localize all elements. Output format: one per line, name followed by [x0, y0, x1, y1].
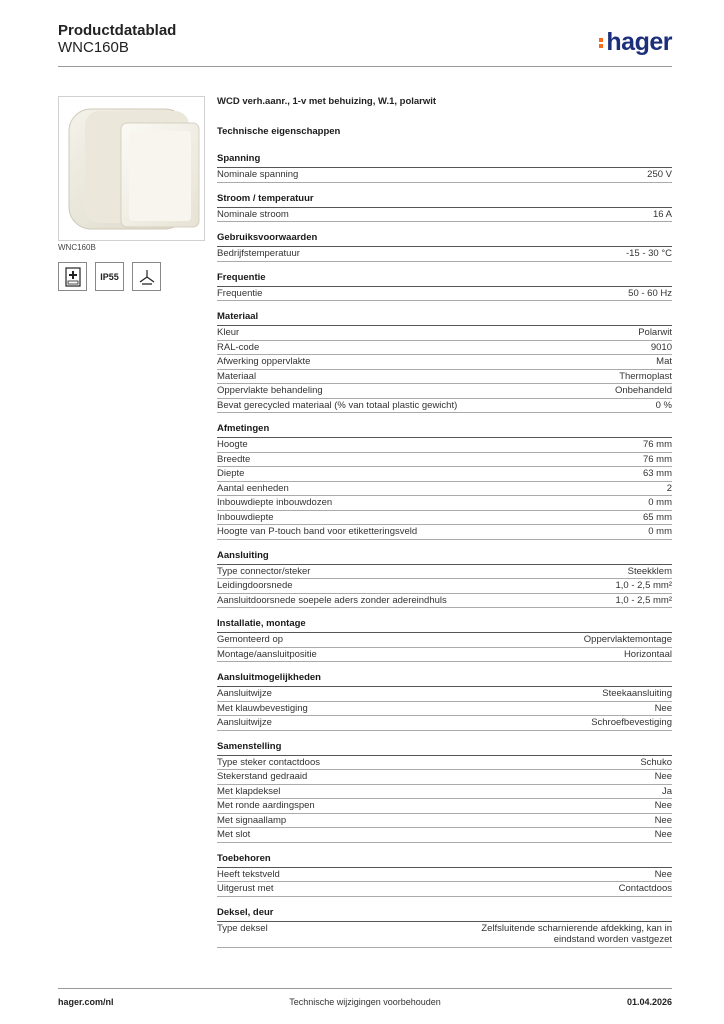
spec-row: [217, 687, 672, 702]
spec-group-heading: Aansluitmogelijkheden: [217, 672, 672, 687]
footer-date: 01.04.2026: [626, 997, 672, 1007]
spec-value: Nee: [654, 868, 672, 880]
spec-value: 63 mm: [642, 468, 672, 479]
spec-label: Met ronde aardingspen: [217, 800, 315, 811]
spec-label: Bevat gerecycled materiaal (% van totaal plastic gewicht): [217, 399, 458, 411]
spec-value: 2: [666, 482, 672, 494]
spec-row: [217, 384, 672, 399]
spec-group-heading: Afmetingen: [217, 423, 672, 438]
spec-label: Kleur: [217, 327, 240, 338]
spec-label: Aansluitwijze: [217, 688, 272, 699]
product-photo: [58, 96, 205, 241]
spec-group-heading: Stroom / temperatuur: [217, 193, 672, 208]
spec-label: Aantal eenheden: [217, 482, 289, 494]
spec-row: [217, 565, 672, 580]
spec-value: 9010: [650, 341, 672, 353]
spec-value: Nee: [654, 771, 672, 782]
spec-value: Contactdoos: [618, 883, 672, 894]
spec-label: Nominale spanning: [217, 169, 299, 180]
spec-row: [217, 594, 672, 609]
spec-value: Schroefbevestiging: [591, 717, 672, 728]
spec-row: [217, 828, 672, 843]
spec-group-heading: Spanning: [217, 153, 672, 168]
spec-group-heading: Materiaal: [217, 311, 672, 326]
section-heading: Technische eigenschappen: [217, 126, 341, 137]
spec-label: Type connector/steker: [217, 565, 311, 577]
spec-label: Met klapdeksel: [217, 785, 281, 797]
spec-row: [217, 579, 672, 594]
spec-row: [217, 922, 672, 948]
spec-label: Met slot: [217, 829, 251, 840]
footer-divider: [58, 988, 672, 989]
spec-value: 1,0 - 2,5 mm²: [615, 594, 672, 606]
spec-value: Zelfsluitende scharnierende afdekking, kan in eindstand worden vastgezet: [481, 922, 672, 945]
spec-label: Uitgerust met: [217, 883, 274, 894]
spec-value: 0 mm: [648, 497, 672, 508]
logo-text: hager: [606, 28, 672, 56]
spec-group: [217, 272, 672, 302]
spec-row: [217, 355, 672, 370]
ip-rating-badge: IP55: [95, 262, 124, 291]
spec-row: [217, 785, 672, 800]
spec-value: -15 - 30 °C: [625, 248, 672, 259]
spec-value: 76 mm: [642, 439, 672, 450]
spec-label: Type deksel: [217, 922, 268, 934]
spec-value: Nee: [654, 702, 672, 714]
spec-row: [217, 341, 672, 356]
hager-logo: [599, 28, 672, 57]
spec-row: [217, 702, 672, 717]
spec-group: [217, 741, 672, 843]
spec-value: 65 mm: [642, 511, 672, 523]
spec-groups: [217, 153, 672, 948]
spec-row: [217, 648, 672, 663]
spec-group: [217, 550, 672, 609]
logo-dots-icon: [599, 36, 604, 50]
spec-value: Nee: [654, 829, 672, 840]
product-code: WNC160B: [58, 39, 129, 56]
spec-value: Horizontaal: [623, 648, 672, 660]
spec-label: Materiaal: [217, 370, 257, 382]
product-description: WCD verh.aanr., 1-v met behuizing, W.1, polarwit: [217, 96, 437, 107]
spec-label: Oppervlakte behandeling: [217, 385, 323, 396]
spec-value: Steekaansluiting: [602, 688, 672, 699]
spec-label: Aansluitdoorsnede soepele aders zonder adereindhuls: [217, 594, 447, 606]
spec-value: Polarwit: [638, 327, 672, 338]
spec-group: [217, 423, 672, 540]
spec-group-heading: Frequentie: [217, 272, 672, 287]
spec-value: Onbehandeld: [614, 385, 672, 396]
spec-group-heading: Installatie, montage: [217, 618, 672, 633]
spec-label: Nominale stroom: [217, 208, 289, 220]
spec-label: Stekerstand gedraaid: [217, 771, 308, 782]
spec-row: [217, 482, 672, 497]
spec-value: Oppervlaktemontage: [583, 634, 672, 645]
spec-group: [217, 232, 672, 262]
spec-value: Mat: [656, 356, 672, 367]
spec-label: Hoogte: [217, 439, 248, 450]
spec-label: Diepte: [217, 468, 245, 479]
photo-caption: WNC160B: [58, 243, 96, 252]
spec-row: [217, 716, 672, 731]
spec-row: [217, 438, 672, 453]
spec-label: Type steker contactdoos: [217, 756, 320, 768]
spec-row: [217, 370, 672, 385]
spec-group: [217, 618, 672, 662]
spec-label: Afwerking oppervlakte: [217, 356, 311, 367]
spec-row: [217, 467, 672, 482]
spec-label: Met signaallamp: [217, 814, 287, 826]
spec-row: [217, 799, 672, 814]
spec-label: RAL-code: [217, 341, 260, 353]
spec-label: Frequentie: [217, 287, 263, 299]
spec-row: [217, 247, 672, 262]
spec-group-heading: Samenstelling: [217, 741, 672, 756]
spec-label: Breedte: [217, 453, 251, 465]
spec-row: [217, 770, 672, 785]
spec-label: Heeft tekstveld: [217, 868, 280, 880]
spec-value: 1,0 - 2,5 mm²: [615, 580, 672, 591]
spec-value: 50 - 60 Hz: [628, 287, 672, 299]
spec-group: [217, 311, 672, 413]
spec-label: Bedrijfstemperatuur: [217, 248, 300, 259]
spec-value: 0 mm: [648, 526, 672, 537]
spec-group: [217, 853, 672, 897]
spec-row: [217, 208, 672, 223]
spec-label: Met klauwbevestiging: [217, 702, 308, 714]
spec-row: [217, 453, 672, 468]
spec-row: [217, 168, 672, 183]
spec-row: [217, 882, 672, 897]
document-title: Productdatablad: [58, 22, 177, 39]
spec-group: [217, 153, 672, 183]
spec-group: [217, 193, 672, 223]
spec-group-heading: Aansluiting: [217, 550, 672, 565]
spec-value: Schuko: [640, 756, 672, 768]
spec-group: [217, 907, 672, 948]
spec-row: [217, 814, 672, 829]
spec-value: Nee: [654, 800, 672, 811]
spec-label: Leidingdoorsnede: [217, 580, 293, 591]
spec-label: Aansluitwijze: [217, 717, 272, 728]
spec-row: [217, 496, 672, 511]
spec-row: [217, 326, 672, 341]
spec-label: Gemonteerd op: [217, 634, 284, 645]
footer-disclaimer: Technische wijzigingen voorbehouden: [289, 997, 441, 1007]
spec-group: [217, 672, 672, 731]
spec-value: Ja: [661, 785, 672, 797]
double-insulation-icon: [58, 262, 87, 291]
certification-icons: [58, 262, 161, 291]
spec-row: [217, 633, 672, 648]
spec-row: [217, 511, 672, 526]
spec-group-heading: Toebehoren: [217, 853, 672, 868]
spec-value: Thermoplast: [619, 370, 672, 382]
spec-value: 250 V: [647, 169, 672, 180]
spec-label: Montage/aansluitpositie: [217, 648, 317, 660]
spec-group-heading: Gebruiksvoorwaarden: [217, 232, 672, 247]
footer-website: hager.com/nl: [58, 997, 114, 1007]
spec-group-heading: Deksel, deur: [217, 907, 672, 922]
header-divider: [58, 66, 672, 67]
spec-label: Hoogte van P-touch band voor etiketteringsveld: [217, 526, 418, 537]
spec-row: [217, 756, 672, 771]
spec-content: [217, 96, 672, 958]
spec-label: Inbouwdiepte inbouwdozen: [217, 497, 333, 508]
spec-value: 16 A: [652, 208, 672, 220]
spec-value: Nee: [654, 814, 672, 826]
ground-connection-icon: [132, 262, 161, 291]
spec-row: [217, 525, 672, 540]
spec-value: 76 mm: [642, 453, 672, 465]
spec-row: [217, 868, 672, 883]
socket-illustration: [59, 97, 204, 240]
spec-value: Steekklem: [627, 565, 672, 577]
spec-value: 0 %: [655, 399, 672, 411]
spec-label: Inbouwdiepte: [217, 511, 274, 523]
spec-row: [217, 287, 672, 302]
spec-row: [217, 399, 672, 414]
